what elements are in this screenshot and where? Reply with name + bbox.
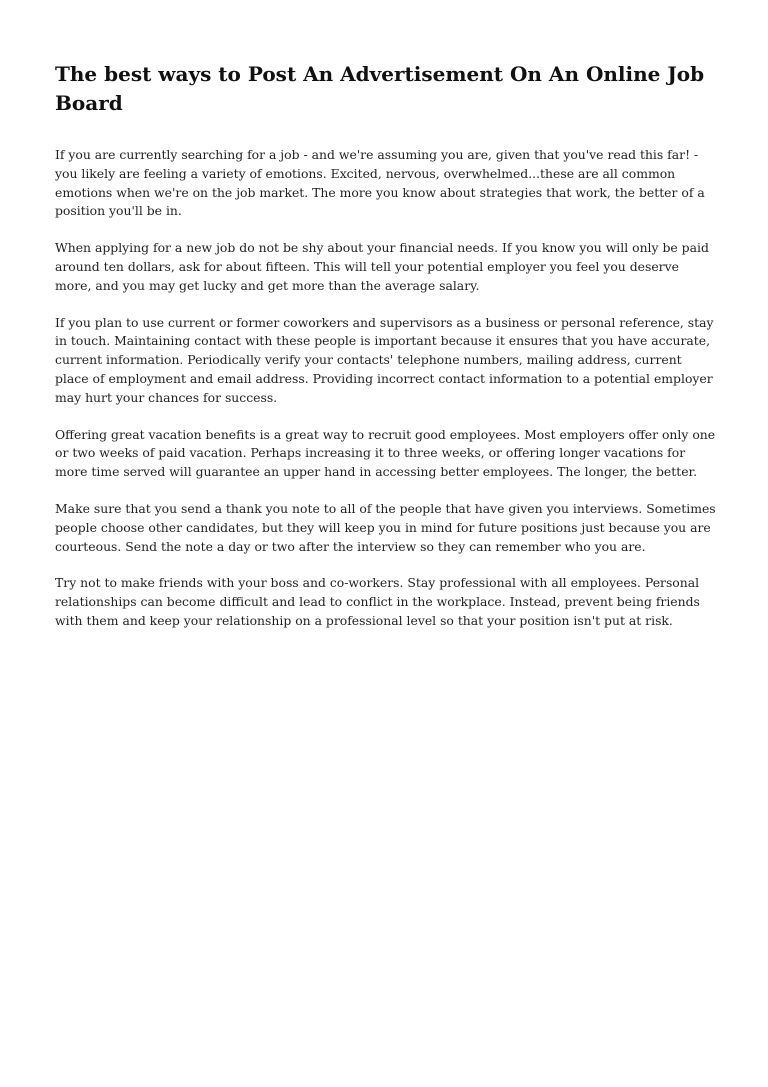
page-title: The best ways to Post An Advertisement On An Online Job Board bbox=[55, 62, 705, 115]
document-body bbox=[55, 60, 717, 649]
paragraph-3: If you plan to use current or former coworkers and supervisors as a business or personal reference, stay in touch. Maintaining contact with these people is important because it ensures that you have accurate, current information. Periodically verify your contacts' telephone numbers, mailing address, current place of employment and email address. Providing incorrect contact information to a potential employer may hurt your chances for success. bbox=[55, 314, 714, 405]
paragraph-2: When applying for a new job do not be shy about your financial needs. If you know you will only be paid around ten dollars, ask for about fifteen. This will tell your potential employer you feel you deserve more, and you may get lucky and get more than the average salary. bbox=[55, 240, 709, 293]
paragraph-1: If you are currently searching for a job - and we're assuming you are, given that you've read this far! - you likely are feeling a variety of emotions. Excited, nervous, overwhelmed...these are all common emotions when we're on the job market. The more you know about strategies that work, the better of a position you'll be in. bbox=[55, 147, 705, 219]
paragraph-5: Make sure that you send a thank you note to all of the people that have given you interviews. Sometimes people choose other candidates, but they will keep you in mind for future positions just because you are courteous. Send the note a day or two after the interview so they can remember who you are. bbox=[55, 500, 716, 554]
paragraph-6: Try not to make friends with your boss and co-workers. Stay professional with all employees. Personal relationships can become difficult and lead to conflict in the workplace. Instead, prevent being friends with them and keep your relationship on a professional level so that your position isn't put at risk. bbox=[55, 575, 700, 628]
paragraph-4: Offering great vacation benefits is a great way to recruit good employees. Most employers offer only one or two weeks of paid vacation. Perhaps increasing it to three weeks, or offering longer vacations for more time served will guarantee an upper hand in accessing better employees. The longer, the better. bbox=[55, 426, 716, 480]
